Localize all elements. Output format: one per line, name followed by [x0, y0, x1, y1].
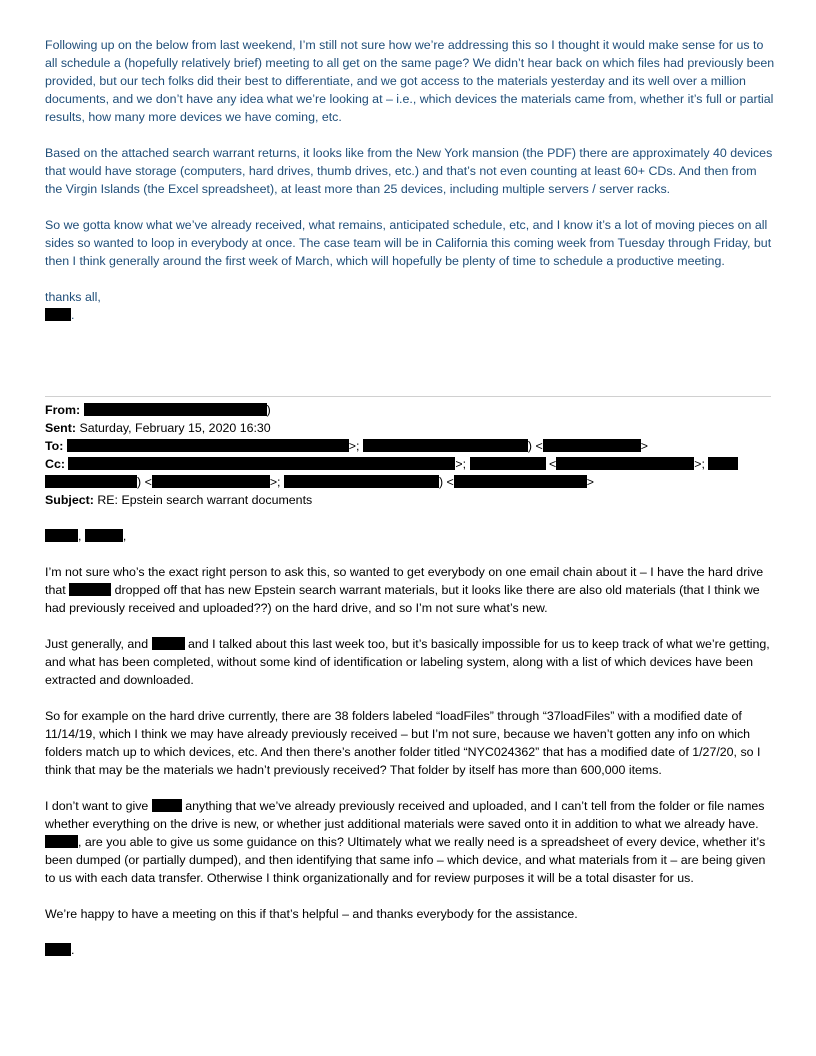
redaction-block	[69, 583, 111, 596]
redaction-block	[363, 439, 528, 452]
subject-line	[45, 491, 775, 509]
redaction-block	[152, 475, 270, 488]
sent-line	[45, 419, 775, 437]
redaction-block	[152, 799, 182, 812]
body-text: I don’t want to give	[45, 799, 149, 813]
redaction-block	[708, 457, 738, 470]
cc-line-continued: ) < >; ) < >	[45, 473, 775, 491]
redaction-block	[84, 403, 267, 416]
redaction-block	[284, 475, 439, 488]
message-divider	[45, 396, 771, 397]
salutation: , ,	[45, 527, 775, 545]
redaction-block	[67, 439, 349, 452]
redaction-block	[152, 637, 185, 650]
reply-paragraph-2: Based on the attached search warrant returns, it looks like from the New York mansion (the PDF) there are approximately 40 devices that would have storage (computers, hard drives, thumb drives, etc.) and that’s not even counting at least 60+ CDs. And then from the Virgin Islands (the Excel spreadsheet), at least more than 25 devices, including multiple servers / server racks.	[45, 146, 773, 196]
body-paragraph-1	[45, 563, 775, 617]
cc-label: Cc:	[45, 457, 65, 471]
original-message-header	[45, 401, 775, 509]
from-label: From:	[45, 403, 81, 417]
body-paragraph-5: We’re happy to have a meeting on this if that’s helpful – and thanks everybody for the assistance.	[45, 907, 578, 921]
redaction-block	[556, 457, 694, 470]
redaction-block	[45, 529, 78, 542]
redaction-block	[45, 475, 137, 488]
body-text: I’m not sure who’s the exact right person to ask this, so wanted to get everybody on one email chain about it – I have the hard drive that	[45, 565, 764, 597]
redaction-block	[45, 943, 71, 956]
body-text: and I talked about this last week too, but it’s basically impossible for us to keep track of what we’re getting, and what has been completed, without some kind of identification or labeling system, along with a list of which devices have been extracted and downloaded.	[45, 637, 770, 687]
reply-closing: thanks all,	[45, 290, 101, 304]
redaction-block	[85, 529, 123, 542]
redaction-block	[45, 835, 78, 848]
body-paragraph-4	[45, 797, 775, 887]
from-line: From: )	[45, 403, 271, 417]
sent-label: Sent:	[45, 421, 76, 435]
redaction-block	[470, 457, 546, 470]
cc-line: Cc: >; < >;	[45, 455, 775, 473]
body-paragraph-3: So for example on the hard drive currently, there are 38 folders labeled “loadFiles” through “37loadFiles” with a modified date of 11/14/19, which I think we may have already previously received – but I’m not sure, because we haven’t gotten any info on which folders match up to which devices, etc. And then there’s another folder titled “NYC024362” that has a modified date of 1/27/20, so I think that may be the materials we hadn’t previously received? That folder by itself has more than 600,000 items.	[45, 709, 761, 777]
body-paragraph-2	[45, 635, 775, 689]
reply-message	[45, 36, 775, 324]
subject-label: Subject:	[45, 493, 94, 507]
redaction-block	[454, 475, 587, 488]
to-label: To:	[45, 439, 64, 453]
reply-paragraph-3: So we gotta know what we’ve already received, what remains, anticipated schedule, etc, and I know it’s a lot of moving pieces on all sides so wanted to loop in everybody at once. The case team will be in California this coming week from Tuesday through Friday, but then I think generally around the first week of March, which will hopefully be plenty of time to schedule a productive meeting.	[45, 218, 772, 268]
redaction-block	[68, 457, 455, 470]
redaction-block	[45, 308, 71, 321]
to-line: To: >; ) < >	[45, 439, 648, 453]
reply-paragraph-1: Following up on the below from last weekend, I’m still not sure how we’re addressing this so I thought it would make sense for us to all schedule a (hopefully relatively brief) meeting to all get on the same page? We didn’t hear back on which files had previously been provided, but our tech folks did their best to differentiate, and we got access to the materials yesterday and its well over a million documents, and we don’t have any idea what we’re looking at – i.e., which devices the materials came from, whether it’s full or partial results, how many more devices we have coming, etc.	[45, 38, 775, 124]
body-text: , are you able to give us some guidance on this? Ultimately what we really need is a spreadsheet of every device, whether it’s been dumped (or partially dumped), and then identifying that same info – which device, and what materials from it – are being given to us with each data transfer. Otherwise I think organizationally and for review purposes it will be a total disaster for us.	[45, 835, 766, 885]
body-text: Just generally, and	[45, 637, 149, 651]
original-message-body	[45, 527, 775, 959]
body-text: anything that we’ve already previously received and uploaded, and I can’t tell from the folder or file names whether everything on the drive is new, or whether just additional materials were saved onto it in addition to what we already have.	[45, 799, 765, 831]
signature: .	[45, 941, 775, 959]
redaction-block	[543, 439, 641, 452]
reply-signature: .	[45, 306, 775, 324]
subject-value: RE: Epstein search warrant documents	[97, 493, 313, 507]
sent-value: Saturday, February 15, 2020 16:30	[79, 421, 271, 435]
body-text: dropped off that has new Epstein search warrant materials, but it looks like there are also old materials (that I think we had previously received and uploaded??) on the hard drive, and so I’m not sure what’s new.	[45, 583, 760, 615]
